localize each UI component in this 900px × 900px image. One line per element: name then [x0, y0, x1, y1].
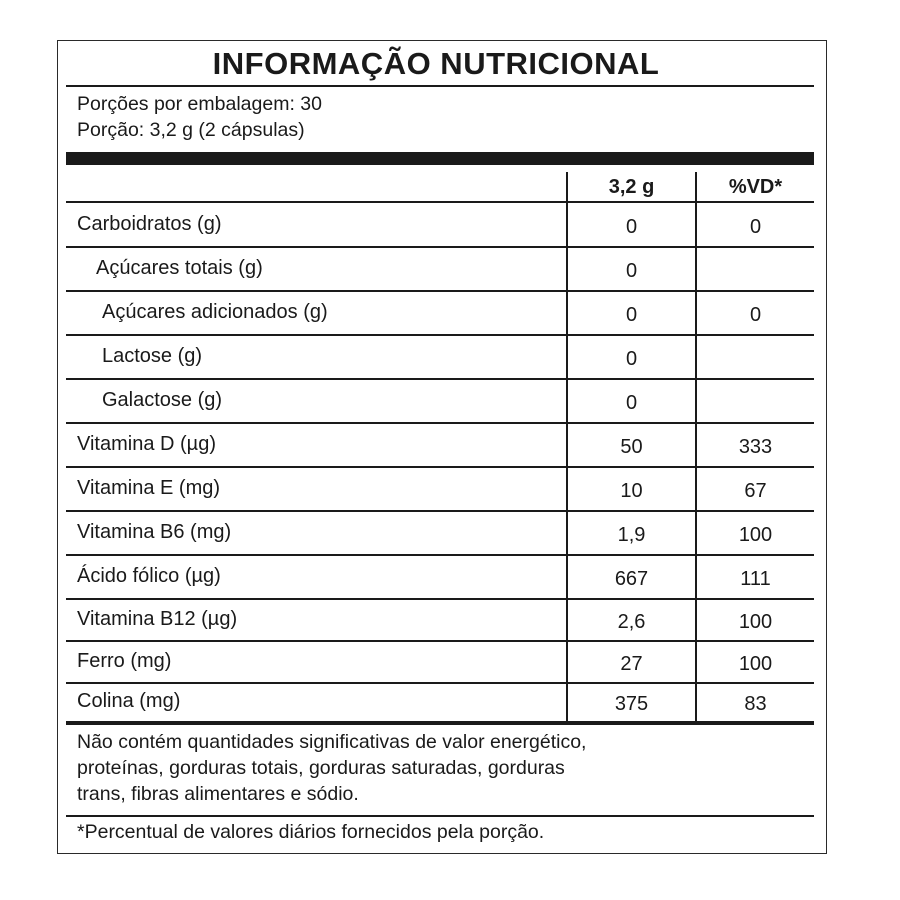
- row-divider: [66, 640, 814, 642]
- nutrition-facts-label: [57, 40, 827, 854]
- nutrient-row-amount: 2,6: [617, 611, 646, 633]
- nutrient-row-label: Ácido fólico (µg): [77, 565, 221, 587]
- not-significant-note-line-3: trans, fibras alimentares e sódio.: [77, 783, 359, 805]
- nutrient-row-amount: 1,9: [617, 524, 646, 546]
- nutrient-row-amount: 0: [625, 392, 638, 414]
- nutrient-row-dv: 333: [738, 436, 773, 458]
- footnote-divider: [66, 815, 814, 817]
- daily-value-footnote: *Percentual de valores diários fornecidos pela porção.: [77, 821, 545, 843]
- row-divider: [66, 246, 814, 248]
- header-divider: [66, 201, 814, 203]
- nutrient-row-dv: 100: [738, 611, 773, 633]
- nutrient-row-amount: 0: [625, 348, 638, 370]
- nutrient-row-label: Carboidratos (g): [77, 213, 222, 235]
- portions-per-package: Porções por embalagem: 30: [77, 93, 322, 115]
- row-divider: [66, 422, 814, 424]
- nutrient-row-amount: 50: [620, 436, 643, 458]
- nutrient-row-amount: 0: [625, 216, 638, 238]
- nutrient-row-label: Ferro (mg): [77, 650, 172, 672]
- row-divider: [66, 682, 814, 684]
- nutrient-row-dv: 100: [738, 524, 773, 546]
- nutrient-row-amount: 0: [625, 260, 638, 282]
- nutrient-row-label: Vitamina D (µg): [77, 433, 216, 455]
- row-divider: [66, 378, 814, 380]
- column-header-dv: %VD*: [728, 176, 783, 198]
- row-divider: [66, 554, 814, 556]
- nutrient-row-label: Galactose (g): [102, 389, 223, 411]
- title-divider: [66, 85, 814, 87]
- nutrient-row-dv: 67: [744, 480, 767, 502]
- row-divider: [66, 510, 814, 512]
- nutrient-row-label: Vitamina B6 (mg): [77, 521, 232, 543]
- not-significant-note-line-1: Não contém quantidades significativas de valor energético,: [77, 731, 587, 753]
- row-divider: [66, 466, 814, 468]
- nutrient-row-amount: 10: [620, 480, 643, 502]
- column-header-amount: 3,2 g: [608, 176, 655, 198]
- nutrient-row-label: Colina (mg): [77, 690, 181, 712]
- table-bottom-divider: [66, 721, 814, 725]
- nutrient-row-amount: 27: [620, 653, 643, 675]
- nutrient-row-amount: 667: [614, 568, 649, 590]
- nutrient-row-label: Vitamina B12 (µg): [77, 608, 238, 630]
- nutrient-row-label: Açúcares totais (g): [96, 257, 263, 279]
- nutrient-row-amount: 0: [625, 304, 638, 326]
- nutrient-row-dv: 0: [749, 304, 762, 326]
- serving-size: Porção: 3,2 g (2 cápsulas): [77, 119, 305, 141]
- nutrient-row-dv: 0: [749, 216, 762, 238]
- nutrient-row-label: Lactose (g): [102, 345, 203, 367]
- nutrient-row-label: Açúcares adicionados (g): [102, 301, 328, 323]
- serving-divider-bar: [66, 152, 814, 165]
- nutrient-row-dv: 100: [738, 653, 773, 675]
- nutrient-row-dv: 83: [744, 693, 767, 715]
- row-divider: [66, 334, 814, 336]
- label-title: INFORMAÇÃO NUTRICIONAL: [212, 46, 660, 81]
- nutrient-row-dv: 111: [740, 568, 771, 590]
- not-significant-note-line-2: proteínas, gorduras totais, gorduras saturadas, gorduras: [77, 757, 565, 779]
- row-divider: [66, 598, 814, 600]
- row-divider: [66, 290, 814, 292]
- nutrient-row-label: Vitamina E (mg): [77, 477, 221, 499]
- nutrient-row-amount: 375: [614, 693, 649, 715]
